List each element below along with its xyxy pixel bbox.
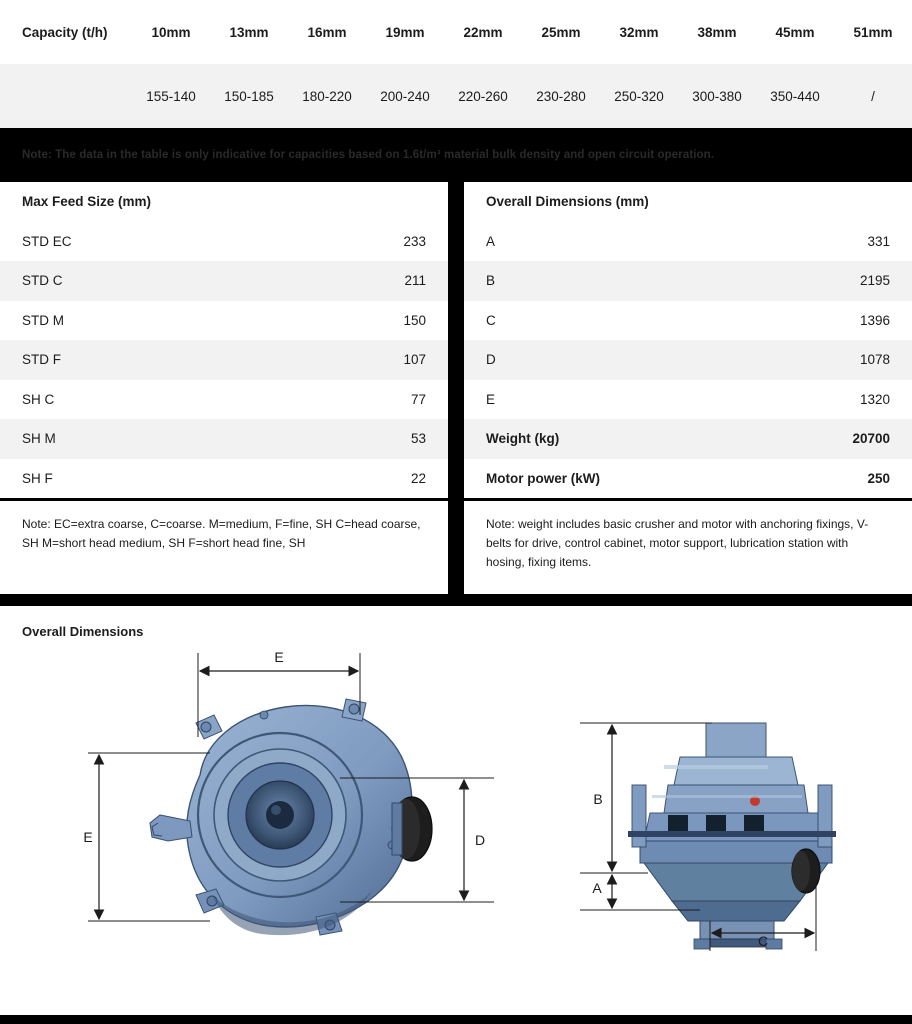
- row-value: 1078: [859, 352, 890, 368]
- row-value: 2195: [859, 273, 890, 289]
- capacity-value-0: 155-140: [146, 88, 196, 104]
- max-feed-size-header: Max Feed Size (mm): [22, 194, 152, 210]
- row-label: Weight (kg): [486, 431, 560, 447]
- row-label: SH C: [22, 391, 55, 407]
- capacity-header-row: [0, 0, 912, 64]
- row-value: 20700: [852, 431, 890, 447]
- table-row: [0, 419, 448, 459]
- row-label: STD C: [22, 273, 63, 289]
- capacity-column-5: 25mm: [541, 24, 581, 40]
- max-feed-size-header-value: [224, 182, 448, 222]
- capacity-column-7: 38mm: [697, 24, 737, 40]
- row-label: C: [486, 312, 496, 328]
- table-header-row: [0, 182, 448, 222]
- table-row: [0, 340, 448, 380]
- row-label: A: [486, 233, 496, 249]
- row-value: 331: [867, 233, 890, 249]
- capacity-column-0: 10mm: [151, 24, 191, 40]
- capacity-note-strip: [0, 128, 912, 182]
- row-label: SH F: [22, 470, 53, 486]
- crusher-top-view-illustration: [150, 699, 432, 935]
- row-value: 1320: [859, 391, 890, 407]
- capacity-column-8: 45mm: [775, 24, 815, 40]
- dimensions-figure-area: [0, 645, 912, 1005]
- capacity-note-text: Note: The data in the table is only indicative for capacities based on 1.6t/m³ material bulk density and open circuit operation.: [22, 149, 715, 161]
- capacity-column-6: 32mm: [619, 24, 659, 40]
- dimension-label-b: B: [593, 791, 603, 807]
- row-label: D: [486, 352, 496, 368]
- table-row: [0, 380, 448, 420]
- row-label: STD EC: [22, 233, 72, 249]
- capacity-table: [0, 0, 912, 128]
- row-value: 250: [867, 470, 890, 486]
- max-feed-size-table: [0, 182, 448, 498]
- table-row: [0, 261, 448, 301]
- capacity-value-3: 200-240: [380, 88, 430, 104]
- row-label: STD F: [22, 352, 61, 368]
- max-feed-size-note: Note: EC=extra coarse, C=coarse. M=medium, F=fine, SH C=head coarse, SH M=short head medium, SH F=short head fine, SH: [0, 501, 448, 575]
- capacity-column-2: 16mm: [307, 24, 347, 40]
- table-row: [464, 459, 912, 499]
- max-feed-size-panel: [0, 182, 448, 594]
- dimension-label-d: D: [475, 832, 486, 848]
- capacity-value-row: [0, 64, 912, 128]
- crusher-side-view-illustration: [628, 723, 836, 949]
- table-row: [0, 459, 448, 499]
- capacity-value-5: 230-280: [536, 88, 586, 104]
- table-row: [464, 261, 912, 301]
- capacity-value-6: 250-320: [614, 88, 664, 104]
- row-label: E: [486, 391, 496, 407]
- table-row: [464, 380, 912, 420]
- capacity-table-block: [0, 0, 912, 128]
- capacity-row-label: [0, 64, 132, 128]
- table-row: [464, 340, 912, 380]
- row-value: 22: [410, 470, 426, 486]
- capacity-column-1: 13mm: [229, 24, 269, 40]
- overall-dimensions-note: Note: weight includes basic crusher and motor with anchoring fixings, V-belts for drive, control cabinet, motor support, lubrication station with hosing, fixing items.: [464, 501, 912, 594]
- capacity-value-8: 350-440: [770, 88, 820, 104]
- row-label: STD M: [22, 312, 64, 328]
- overall-dimensions-panel: [464, 182, 912, 594]
- capacity-header-label: Capacity (t/h): [22, 24, 108, 40]
- row-value: 1396: [859, 312, 890, 328]
- row-value: 150: [403, 312, 426, 328]
- dimensions-figure-title: Overall Dimensions: [22, 624, 144, 639]
- dimension-label-e-top: E: [274, 649, 284, 665]
- row-value: 233: [403, 233, 426, 249]
- table-header-row: [464, 182, 912, 222]
- table-row: [464, 222, 912, 262]
- row-value: 77: [410, 391, 426, 407]
- max-feed-size-note-wrap: [0, 498, 448, 575]
- row-value: 211: [404, 273, 426, 289]
- row-label: B: [486, 273, 496, 289]
- table-row: [0, 301, 448, 341]
- capacity-column-3: 19mm: [385, 24, 425, 40]
- table-row: [0, 222, 448, 262]
- table-row: [464, 301, 912, 341]
- capacity-value-4: 220-260: [458, 88, 508, 104]
- overall-dimensions-header: Overall Dimensions (mm): [486, 194, 649, 210]
- dimensions-figure-section: [0, 606, 912, 1015]
- row-value: 107: [403, 352, 426, 368]
- table-row: [464, 419, 912, 459]
- capacity-column-4: 22mm: [463, 24, 503, 40]
- capacity-value-9: /: [871, 88, 875, 104]
- overall-dimensions-header-value: [688, 182, 912, 222]
- capacity-value-2: 180-220: [302, 88, 352, 104]
- dimension-label-c: C: [757, 933, 769, 949]
- capacity-value-1: 150-185: [224, 88, 274, 104]
- capacity-value-7: 300-380: [692, 88, 742, 104]
- row-label: Motor power (kW): [486, 470, 600, 486]
- dimension-label-e-left: E: [83, 829, 93, 845]
- crusher-dimension-drawing: [0, 645, 912, 1005]
- dimension-label-a: A: [592, 880, 602, 896]
- spec-panels: [0, 182, 912, 594]
- overall-dimensions-table: [464, 182, 912, 498]
- row-value: 53: [410, 431, 426, 447]
- row-label: SH M: [22, 431, 56, 447]
- capacity-column-9: 51mm: [853, 24, 893, 40]
- overall-dimensions-note-wrap: [464, 498, 912, 594]
